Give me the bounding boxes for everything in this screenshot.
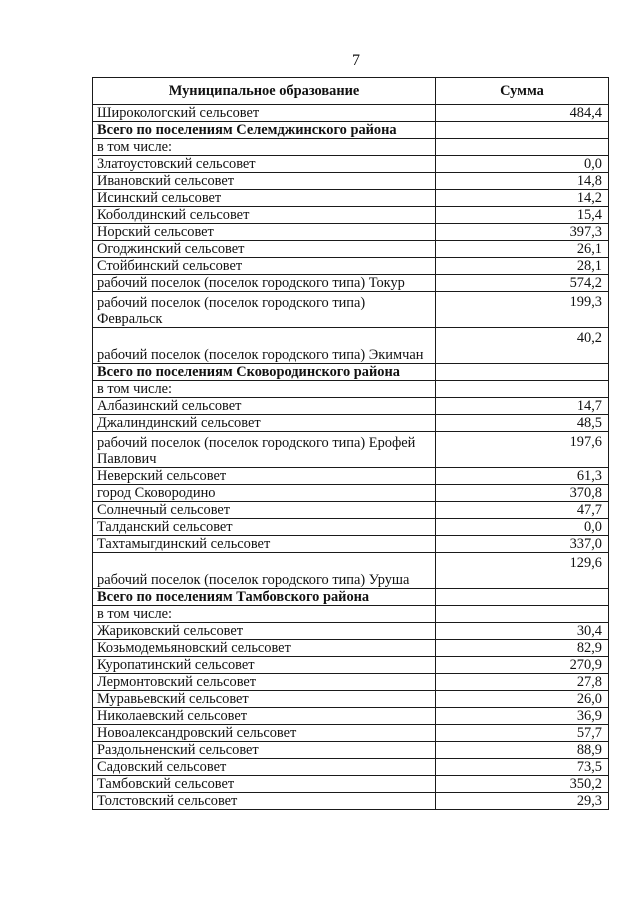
table-row	[93, 553, 609, 589]
table-row	[93, 275, 609, 292]
header-municipality: Муниципальное образование	[93, 78, 436, 105]
row-sum-value: 61,3	[436, 468, 609, 485]
table-row	[93, 328, 609, 364]
row-sum-value: 26,1	[436, 241, 609, 258]
row-sum-value	[436, 139, 609, 156]
row-municipality-name: Неверский сельсовет	[93, 468, 436, 485]
municipal-sum-table	[92, 77, 609, 810]
table-row	[93, 173, 609, 190]
row-municipality-name: рабочий поселок (поселок городского типа) Экимчан	[93, 328, 436, 364]
row-sum-value: 48,5	[436, 415, 609, 432]
row-municipality-name: Широкологский сельсовет	[93, 105, 436, 122]
row-municipality-name: Джалиндинский сельсовет	[93, 415, 436, 432]
table-body	[93, 105, 609, 810]
row-sum-value: 199,3	[436, 292, 609, 328]
row-municipality-name: Албазинский сельсовет	[93, 398, 436, 415]
row-municipality-name: Тамбовский сельсовет	[93, 776, 436, 793]
row-sum-value: 47,7	[436, 502, 609, 519]
row-sum-value: 0,0	[436, 519, 609, 536]
row-municipality-name: рабочий поселок (поселок городского типа) Ерофей Павлович	[93, 432, 436, 468]
row-municipality-name: Всего по поселениям Селемджинского района	[93, 122, 436, 139]
row-municipality-name: Огоджинский сельсовет	[93, 241, 436, 258]
row-municipality-name: рабочий поселок (поселок городского типа) Уруша	[93, 553, 436, 589]
table-row	[93, 292, 609, 328]
row-sum-value	[436, 381, 609, 398]
table-row	[93, 691, 609, 708]
row-municipality-name: Ивановский сельсовет	[93, 173, 436, 190]
row-sum-value: 270,9	[436, 657, 609, 674]
row-municipality-name: в том числе:	[93, 606, 436, 623]
table-row	[93, 742, 609, 759]
row-municipality-name: Муравьевский сельсовет	[93, 691, 436, 708]
row-sum-value: 36,9	[436, 708, 609, 725]
table-row	[93, 190, 609, 207]
table-row	[93, 759, 609, 776]
row-municipality-name: Стойбинский сельсовет	[93, 258, 436, 275]
table-row	[93, 156, 609, 173]
table-row	[93, 258, 609, 275]
row-sum-value: 129,6	[436, 553, 609, 589]
table-row	[93, 468, 609, 485]
row-sum-value: 370,8	[436, 485, 609, 502]
table-row	[93, 708, 609, 725]
table-row	[93, 105, 609, 122]
row-sum-value: 26,0	[436, 691, 609, 708]
table-row	[93, 485, 609, 502]
row-municipality-name: Николаевский сельсовет	[93, 708, 436, 725]
table-row	[93, 606, 609, 623]
row-municipality-name: Норский сельсовет	[93, 224, 436, 241]
table-row	[93, 519, 609, 536]
row-municipality-name: Новоалександровский сельсовет	[93, 725, 436, 742]
table-header-row	[93, 78, 609, 105]
row-sum-value: 14,2	[436, 190, 609, 207]
row-municipality-name: Коболдинский сельсовет	[93, 207, 436, 224]
row-sum-value: 29,3	[436, 793, 609, 810]
row-municipality-name: Тахтамыгдинский сельсовет	[93, 536, 436, 553]
table-section-heading-row	[93, 122, 609, 139]
row-municipality-name: Толстовский сельсовет	[93, 793, 436, 810]
table-row	[93, 139, 609, 156]
table-row	[93, 674, 609, 691]
table-row	[93, 502, 609, 519]
row-municipality-name: в том числе:	[93, 139, 436, 156]
table-row	[93, 398, 609, 415]
header-sum: Сумма	[436, 78, 609, 105]
row-municipality-name: рабочий поселок (поселок городского типа) Февральск	[93, 292, 436, 328]
row-municipality-name: Солнечный сельсовет	[93, 502, 436, 519]
table-row	[93, 241, 609, 258]
table-section-heading-row	[93, 589, 609, 606]
row-sum-value: 40,2	[436, 328, 609, 364]
table-row	[93, 776, 609, 793]
row-sum-value: 14,7	[436, 398, 609, 415]
row-sum-value: 28,1	[436, 258, 609, 275]
row-municipality-name: Жариковский сельсовет	[93, 623, 436, 640]
table-row	[93, 793, 609, 810]
row-sum-value	[436, 589, 609, 606]
row-sum-value: 88,9	[436, 742, 609, 759]
table-row	[93, 640, 609, 657]
table-row	[93, 415, 609, 432]
row-municipality-name: Всего по поселениям Тамбовского района	[93, 589, 436, 606]
row-municipality-name: Куропатинский сельсовет	[93, 657, 436, 674]
row-sum-value: 14,8	[436, 173, 609, 190]
row-sum-value: 197,6	[436, 432, 609, 468]
row-sum-value: 30,4	[436, 623, 609, 640]
table-section-heading-row	[93, 364, 609, 381]
row-municipality-name: Козьмодемьяновский сельсовет	[93, 640, 436, 657]
table-row	[93, 623, 609, 640]
row-municipality-name: Раздольненский сельсовет	[93, 742, 436, 759]
row-sum-value: 73,5	[436, 759, 609, 776]
row-sum-value: 15,4	[436, 207, 609, 224]
row-sum-value	[436, 606, 609, 623]
row-sum-value: 397,3	[436, 224, 609, 241]
municipal-sum-table-container	[92, 77, 608, 810]
row-sum-value: 337,0	[436, 536, 609, 553]
row-municipality-name: Садовский сельсовет	[93, 759, 436, 776]
row-municipality-name: Талданский сельсовет	[93, 519, 436, 536]
row-sum-value: 350,2	[436, 776, 609, 793]
row-municipality-name: Лермонтовский сельсовет	[93, 674, 436, 691]
row-sum-value: 57,7	[436, 725, 609, 742]
table-row	[93, 657, 609, 674]
row-municipality-name: город Сковородино	[93, 485, 436, 502]
row-municipality-name: Златоустовский сельсовет	[93, 156, 436, 173]
table-row	[93, 536, 609, 553]
page-number: 7	[352, 52, 360, 69]
table-row	[93, 725, 609, 742]
row-sum-value	[436, 364, 609, 381]
row-sum-value: 0,0	[436, 156, 609, 173]
row-sum-value	[436, 122, 609, 139]
row-municipality-name: Исинский сельсовет	[93, 190, 436, 207]
row-municipality-name: Всего по поселениям Сковородинского района	[93, 364, 436, 381]
table-row	[93, 432, 609, 468]
row-sum-value: 484,4	[436, 105, 609, 122]
row-sum-value: 27,8	[436, 674, 609, 691]
row-municipality-name: рабочий поселок (поселок городского типа) Токур	[93, 275, 436, 292]
table-row	[93, 381, 609, 398]
table-row	[93, 207, 609, 224]
row-sum-value: 82,9	[436, 640, 609, 657]
table-row	[93, 224, 609, 241]
row-sum-value: 574,2	[436, 275, 609, 292]
row-municipality-name: в том числе:	[93, 381, 436, 398]
